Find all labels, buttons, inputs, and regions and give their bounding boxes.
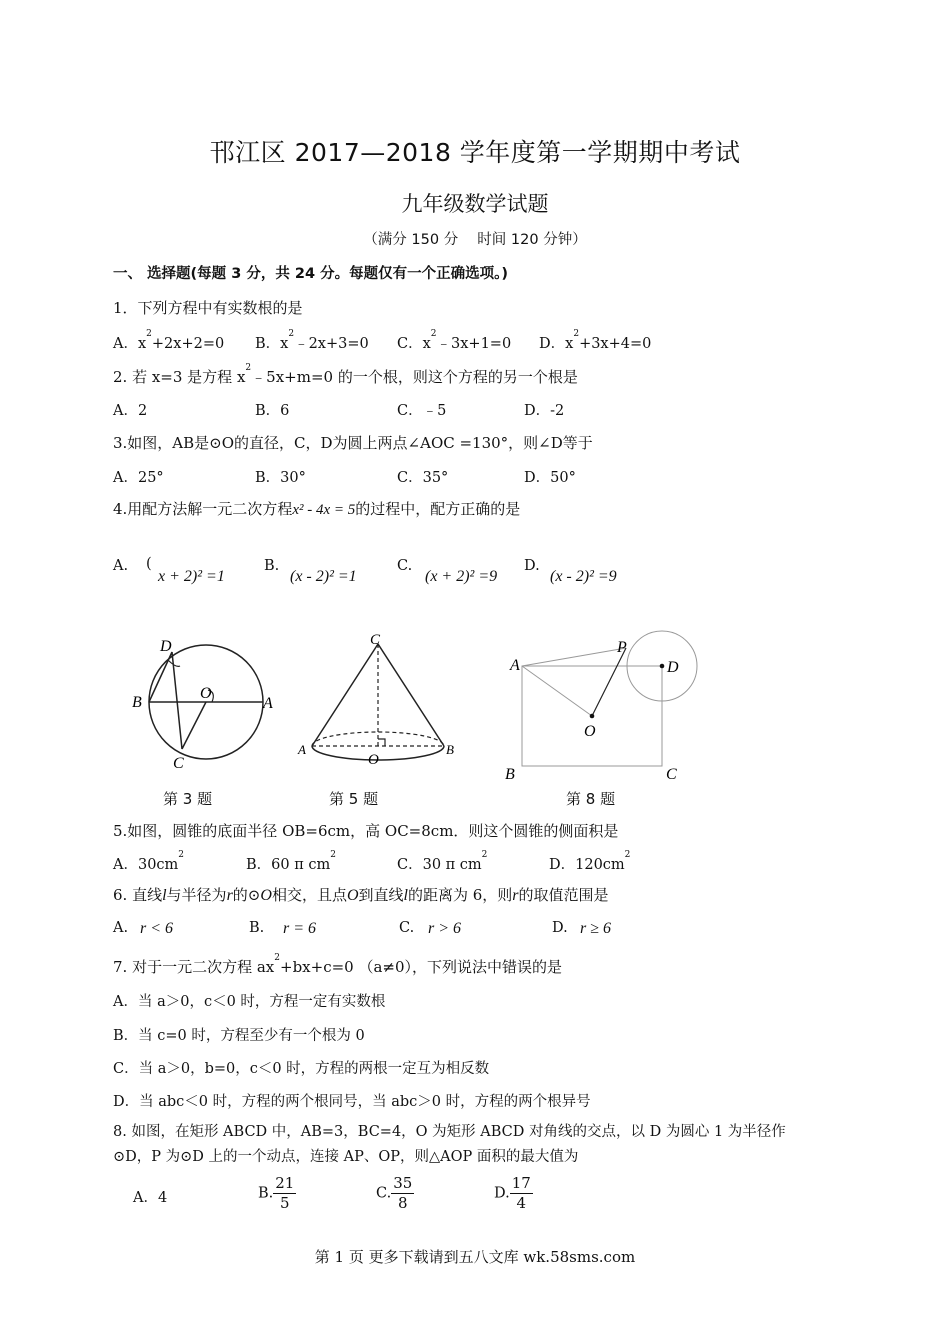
q5-option-b: B．60 π $cm^2$ (246, 850, 336, 873)
q2-option-c: C．﹣5 (397, 403, 447, 419)
q4-option-c: (x + 2)² =9 (425, 568, 498, 585)
fig5-slant-ca (312, 644, 378, 746)
fig3-caption: 第 3 题 (163, 790, 213, 808)
q6-stem: 6. 直线l与半径为r的⊙O相交，且点O到直线l的距离为 6，则r的取值范围是 (113, 886, 609, 904)
q3-option-a: A．25° (113, 470, 164, 486)
q4-option-b: (x - 2)² =1 (290, 568, 357, 585)
q4-option-c-label: C. (397, 558, 413, 574)
q6-option-b: r = 6 (283, 920, 317, 937)
fig8-segment-ap (522, 648, 626, 666)
q8-option-c: C. $\frac{35}{8}$ (376, 1174, 413, 1212)
q5-option-c: C．30 π $cm^2$ (397, 850, 488, 873)
q4-equation: x² - 4x = 5 (292, 502, 356, 518)
fig8-segment-op (592, 648, 626, 716)
q6-option-c: r > 6 (428, 920, 462, 937)
q3-option-d: D．50° (524, 470, 576, 486)
fig3-label-o: O (200, 685, 212, 702)
q5-option-a: A．$30cm^2$ (113, 850, 185, 873)
q6-option-a-label: A. (113, 920, 129, 936)
q1-stem: 1．下列方程中有实数根的是 (113, 299, 303, 317)
fig5-label-a: A (298, 742, 306, 757)
fig3-angle-d-arc (168, 660, 180, 666)
fig5-label-c: C (370, 632, 381, 648)
fig3-label-d: D (160, 638, 172, 655)
q7-stem: 7. 对于一元二次方程 $ax^2+bx+c=0$ （a≠0），下列说法中错误的是 (113, 953, 563, 976)
q3-option-c: C．35° (397, 470, 449, 486)
fig3-label-b: B (132, 694, 142, 711)
q6-option-b-label: B. (249, 920, 265, 936)
fig8-point-o (590, 714, 595, 719)
q4-option-d: (x - 2)² =9 (550, 568, 617, 585)
q4-option-a-label: A. (113, 558, 129, 574)
q2-option-a: A．2 (113, 403, 148, 419)
q6-option-c-label: C. (399, 920, 415, 936)
figure-5-cone (290, 632, 470, 772)
q6-option-a: r < 6 (140, 920, 174, 937)
q3-stem: 3.如图，AB是⊙O的直径，C，D为圆上两点∠AOC =130°，则∠D等于 (113, 434, 593, 452)
fig5-right-angle (378, 739, 385, 746)
q1-option-b: B．$x^2﹣2x+3=0$ (255, 329, 369, 352)
fig8-segment-ao (522, 666, 592, 716)
fig8-label-a: A (510, 657, 520, 674)
q5-option-d: D．$120cm^2$ (549, 850, 631, 873)
q8-option-d: D. $\frac{17}{4}$ (494, 1174, 531, 1212)
q8-option-c-fraction: $\frac{35}{8}$ (393, 1174, 413, 1212)
q6-option-d: r ≥ 6 (580, 920, 612, 937)
q4-option-b-label: B. (264, 558, 280, 574)
q4-option-a-paren: ( (146, 556, 152, 572)
exam-subtitle: 九年级数学试题 (401, 192, 549, 216)
fig3-radius-oc (182, 702, 206, 749)
fig8-label-o: O (584, 723, 596, 740)
q2-option-b: B．6 (255, 403, 290, 419)
fig8-caption: 第 8 题 (566, 790, 616, 808)
fig5-label-b: B (446, 742, 454, 757)
page-footer: 第 1 页 更多下载请到五八文库 wk.58sms.com (314, 1248, 636, 1266)
q2-stem: 2. 若 x=3 是方程 $x^2﹣5x+m=0$ 的一个根，则这个方程的另一个根是 (113, 363, 578, 386)
fig3-label-a: A (263, 695, 273, 712)
q7-option-c: C．当 a＞0，b=0，c＜0 时，方程的两根一定互为相反数 (113, 1061, 490, 1077)
q5-stem: 5.如图，圆锥的底面半径 OB=6cm，高 OC=8cm．则这个圆锥的侧面积是 (113, 822, 619, 840)
fig8-label-b: B (505, 766, 515, 783)
q4-option-d-label: D. (524, 558, 540, 574)
q4-stem: 4.用配方法解一元二次方程x² - 4x = 5的过程中，配方正确的是 (113, 500, 521, 518)
fig8-point-d (660, 664, 665, 669)
q3-option-b: B．30° (255, 470, 306, 486)
fig8-label-p: P (617, 639, 627, 656)
figure-8-rectangle (500, 630, 710, 785)
q7-option-b: B．当 c=0 时，方程至少有一个根为 0 (113, 1028, 365, 1044)
exam-title: 邗江区 2017—2018 学年度第一学期期中考试 (209, 138, 741, 167)
fig8-label-c: C (666, 766, 677, 783)
q7-option-a: A．当 a＞0，c＜0 时，方程一定有实数根 (113, 994, 386, 1010)
q8-stem-line2: ⊙D，P 为⊙D 上的一个动点，连接 AP、OP，则△AOP 面积的最大值为 (113, 1149, 579, 1165)
section-heading: 一、 选择题(每题 3 分，共 24 分。每题仅有一个正确选项。) (113, 266, 509, 282)
q1-option-d: D．$x^2+3x+4=0$ (539, 329, 652, 352)
q6-option-d-label: D. (552, 920, 568, 936)
q1-option-c: C．$x^2﹣3x+1=0$ (397, 329, 512, 352)
fig3-label-c: C (173, 755, 184, 772)
fig5-caption: 第 5 题 (329, 790, 379, 808)
q2-option-d: D．-2 (524, 403, 565, 419)
q8-stem-line1: 8. 如图，在矩形 ABCD 中，AB=3，BC=4，O 为矩形 ABCD 对角线的交点，以 D 为圆心 1 为半径作 (113, 1124, 786, 1140)
q8-option-d-fraction: $\frac{17}{4}$ (511, 1174, 531, 1212)
fig3-chord-db (149, 652, 172, 702)
q7-option-d: D．当 abc＜0 时，方程的两个根同号，当 abc＞0 时，方程的两个根异号 (113, 1094, 591, 1110)
q8-option-b: B. $\frac{21}{5}$ (258, 1174, 295, 1212)
q4-option-a: x + 2)² =1 (158, 568, 225, 585)
score-info: （满分 150 分 时间 120 分钟） (363, 232, 587, 248)
figure-3-circle (120, 628, 290, 778)
q1-option-a: A．$x^2+2x+2=0$ (113, 329, 225, 352)
q8-option-b-fraction: $\frac{21}{5}$ (275, 1174, 295, 1212)
fig5-label-o: O (368, 752, 379, 768)
fig5-slant-cb (378, 644, 444, 746)
q8-option-a: A．4 (133, 1190, 168, 1206)
fig8-label-d: D (667, 659, 679, 676)
